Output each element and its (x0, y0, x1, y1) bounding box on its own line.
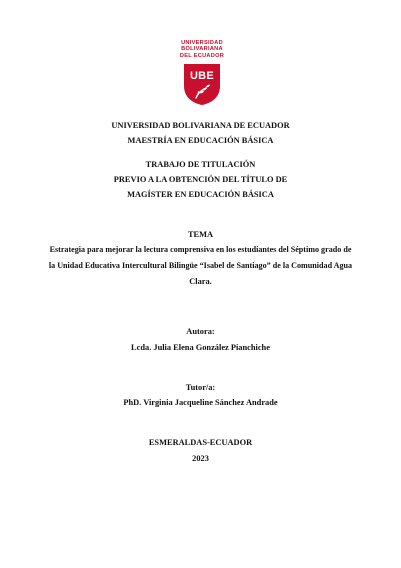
author-label: Autora: (186, 327, 215, 336)
degree-purpose-line1: PREVIO A LA OBTENCIÓN DEL TÍTULO DE (113, 175, 288, 184)
degree-purpose-line2: MAGÍSTER EN EDUCACIÓN BÁSICA (127, 190, 274, 199)
tutor-label: Tutor/a: (185, 383, 216, 392)
work-type: TRABAJO DE TITULACIÓN (145, 160, 256, 169)
logo-name-line1: UNIVERSIDAD (181, 40, 223, 46)
topic-heading: TEMA (187, 230, 214, 239)
university-logo (150, 40, 254, 82)
logo-name-line2: BOLIVARIANA (181, 46, 223, 53)
topic-line3: Clara. (189, 277, 212, 286)
place: ESMERALDAS-ECUADOR (148, 438, 253, 447)
author-name: Lcda. Julia Elena González Pianchiche (131, 343, 270, 352)
tutor-name: PhD. Virginia Jacqueline Sánchez Andrade (123, 398, 278, 407)
institution-name: UNIVERSIDAD BOLIVARIANA DE ECUADOR (111, 121, 290, 130)
logo-name-line3: DEL ECUADOR (179, 52, 225, 59)
year: 2023 (192, 454, 209, 463)
topic-line2: la Unidad Educativa Intercultural Bilingüe “Isabel de Santiago” de la Comunidad Agua (48, 261, 353, 270)
logo-acronym: UBE (189, 70, 215, 82)
shield-icon (182, 62, 222, 106)
program-name: MAESTRÍA EN EDUCACIÓN BÁSICA (127, 136, 274, 145)
topic-line1: Estrategia para mejorar la lectura comprensiva en los estudiantes del Séptimo grado de (49, 245, 352, 254)
